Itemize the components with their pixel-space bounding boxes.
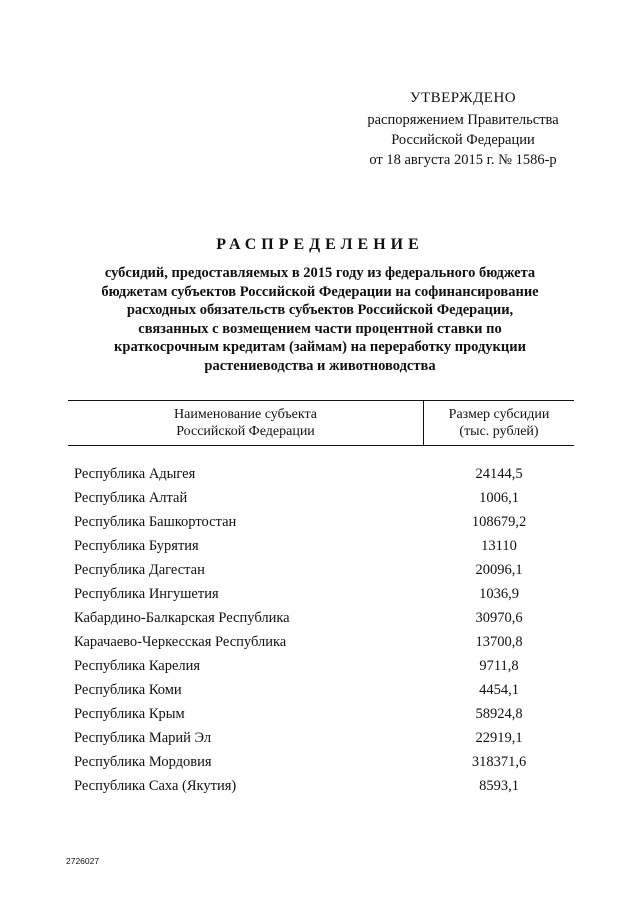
- region-name: Республика Бурятия: [74, 538, 199, 554]
- region-name: Карачаево-Черкесская Республика: [74, 634, 287, 650]
- approval-line-1: распоряжением Правительства: [367, 112, 559, 128]
- header-name-line: Российской Федерации: [176, 424, 315, 439]
- subtitle-line: бюджетам субъектов Российской Федерации на софинансирование: [101, 283, 539, 300]
- table-row: [68, 510, 574, 534]
- region-name: Республика Карелия: [74, 658, 201, 674]
- region-name: Республика Ингушетия: [74, 586, 219, 602]
- subtitle-line: расходных обязательств субъектов Российской Федерации,: [126, 302, 514, 318]
- subsidy-amount: 1036,9: [479, 586, 519, 602]
- table-row: [68, 462, 574, 486]
- table-row: [68, 486, 574, 510]
- approval-line-2: Российской Федерации: [391, 132, 535, 148]
- subtitle-line: связанных с возмещением части процентной ставки по: [138, 320, 502, 337]
- region-name: Республика Адыгея: [74, 466, 196, 482]
- table-header: [68, 400, 574, 446]
- subsidy-amount: 108679,2: [471, 514, 527, 530]
- subsidy-amount: 24144,5: [475, 466, 523, 482]
- header-name-line: Наименование субъекта: [174, 407, 317, 422]
- subsidy-amount: 8593,1: [479, 778, 519, 794]
- document-number: 2726027: [66, 856, 100, 866]
- table-row: [68, 726, 574, 750]
- region-name: Республика Алтай: [74, 490, 188, 506]
- subsidy-amount: 58924,8: [475, 706, 523, 722]
- subsidy-amount: 13700,8: [475, 634, 523, 650]
- region-name: Республика Башкортостан: [74, 514, 237, 530]
- table-body: [68, 462, 574, 798]
- table-row: [68, 654, 574, 678]
- region-name: Республика Крым: [74, 706, 185, 722]
- region-name: Республика Марий Эл: [74, 730, 212, 746]
- approved-label: УТВЕРЖДЕНО: [409, 90, 517, 106]
- region-name: Республика Саха (Якутия): [74, 778, 237, 794]
- table-row: [68, 702, 574, 726]
- subsidy-amount: 4454,1: [479, 682, 519, 698]
- subtitle-line: растениеводства и животноводства: [204, 357, 436, 374]
- table-row: [68, 582, 574, 606]
- table-row: [68, 630, 574, 654]
- region-name: Кабардино-Балкарская Республика: [74, 610, 290, 626]
- region-name: Республика Коми: [74, 682, 182, 698]
- subsidy-amount: 20096,1: [475, 562, 523, 578]
- approval-block: [338, 88, 588, 170]
- table-row: [68, 750, 574, 774]
- table-row: [68, 678, 574, 702]
- subsidy-amount: 22919,1: [475, 730, 523, 746]
- subtitle-line: субсидий, предоставляемых в 2015 году из федерального бюджета: [104, 265, 536, 281]
- subsidy-amount: 9711,8: [479, 658, 519, 674]
- document-title: РАСПРЕДЕЛЕНИЕ: [216, 236, 424, 253]
- approval-line-3: от 18 августа 2015 г. № 1586-р: [369, 152, 557, 168]
- document-subtitle: [70, 264, 570, 375]
- region-name: Республика Дагестан: [74, 562, 205, 578]
- subsidy-amount: 13110: [481, 538, 517, 554]
- region-name: Республика Мордовия: [74, 754, 212, 770]
- subtitle-line: краткосрочным кредитам (займам) на переработку продукции: [114, 339, 526, 355]
- column-header-name: [68, 406, 423, 440]
- header-value-line: Размер субсидии: [448, 407, 550, 422]
- subsidy-table: [68, 400, 574, 798]
- table-row: [68, 534, 574, 558]
- table-row: [68, 606, 574, 630]
- table-row: [68, 558, 574, 582]
- table-row: [68, 774, 574, 798]
- subsidy-amount: 1006,1: [479, 490, 519, 506]
- header-value-line: (тыс. рублей): [459, 424, 539, 439]
- column-header-value: [424, 406, 574, 440]
- subsidy-amount: 318371,6: [471, 754, 527, 770]
- subsidy-amount: 30970,6: [475, 610, 523, 626]
